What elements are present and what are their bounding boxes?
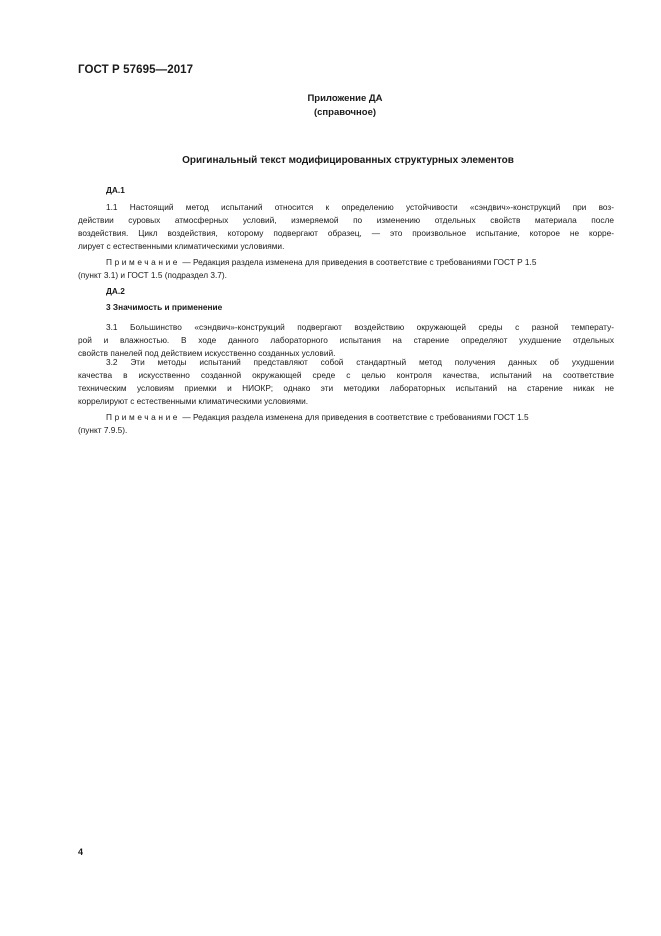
section-da2-label: ДА.2 [106,286,125,296]
paragraph-line: действии суровых атмосферных условий, измеряемой по изменению отдельных свойств материала после [78,215,614,225]
note-da1 [78,256,614,282]
note-text: — Редакция раздела изменена для приведения в соответствие с требованиями ГОСТ Р 1.5 [180,257,537,267]
paragraph-line: рой и влажностью. В ходе данного лабораторного испытания на старение определяют ухудшение отдельных [78,335,614,345]
paragraph-line: свойств панелей под действием искусственно созданных условий. [78,348,336,358]
paragraph-line: качества в искусственно созданной окружающей среде с целью контроля качества, испытаний на соответствие [78,370,614,380]
note-line: (пункт 3.1) и ГОСТ 1.5 (подраздел 3.7). [78,270,227,280]
paragraph-line: воздействия. Цикл воздействия, которому подвергают образец, — это произвольное испытание, которое не корре- [78,228,614,238]
paragraph-3-2 [78,356,614,408]
paragraph-line: лирует с естественными климатическими условиями. [78,241,285,251]
appendix-subtitle: (справочное) [313,107,377,118]
paragraph-line: 3.2 Эти методы испытаний представляют собой стандартный метод получения данных об ухудшении [106,357,614,367]
paragraph-line: коррелируют с естественными климатическими условиями. [78,396,309,406]
note-label: Примечание [106,257,181,267]
appendix-title: Приложение ДА [307,93,383,104]
page-number: 4 [78,847,84,857]
paragraph-line: 3.1 Большинство «сэндвич»-конструкций подвергают воздействию окружающей среды с разной температу- [106,322,614,332]
note-line: (пункт 7.9.5). [78,425,128,435]
note-da2 [78,411,614,437]
standard-header: ГОСТ Р 57695—2017 [78,64,194,76]
paragraph-line: техническим условиям приемки и НИОКР; однако эти методики лабораторных испытаний на старение никак не [78,383,614,393]
section-da2 [78,285,614,298]
note-line [78,411,614,424]
section-da1 [78,184,614,197]
document-title: Оригинальный текст модифицированных структурных элементов [182,155,514,166]
note-label: Примечание [106,412,181,422]
note-text: — Редакция раздела изменена для приведения в соответствие с требованиями ГОСТ 1.5 [180,412,529,422]
note-line [78,256,614,269]
paragraph-line: 1.1 Настоящий метод испытаний относится к определению устойчивости «сэндвич»-конструкций при воз- [106,202,614,212]
paragraph-3-1 [78,321,614,360]
section-heading: 3 Значимость и применение [106,302,223,312]
paragraph-1-1 [78,201,614,253]
section-da1-label: ДА.1 [106,185,125,195]
section-heading-3 [78,301,614,314]
